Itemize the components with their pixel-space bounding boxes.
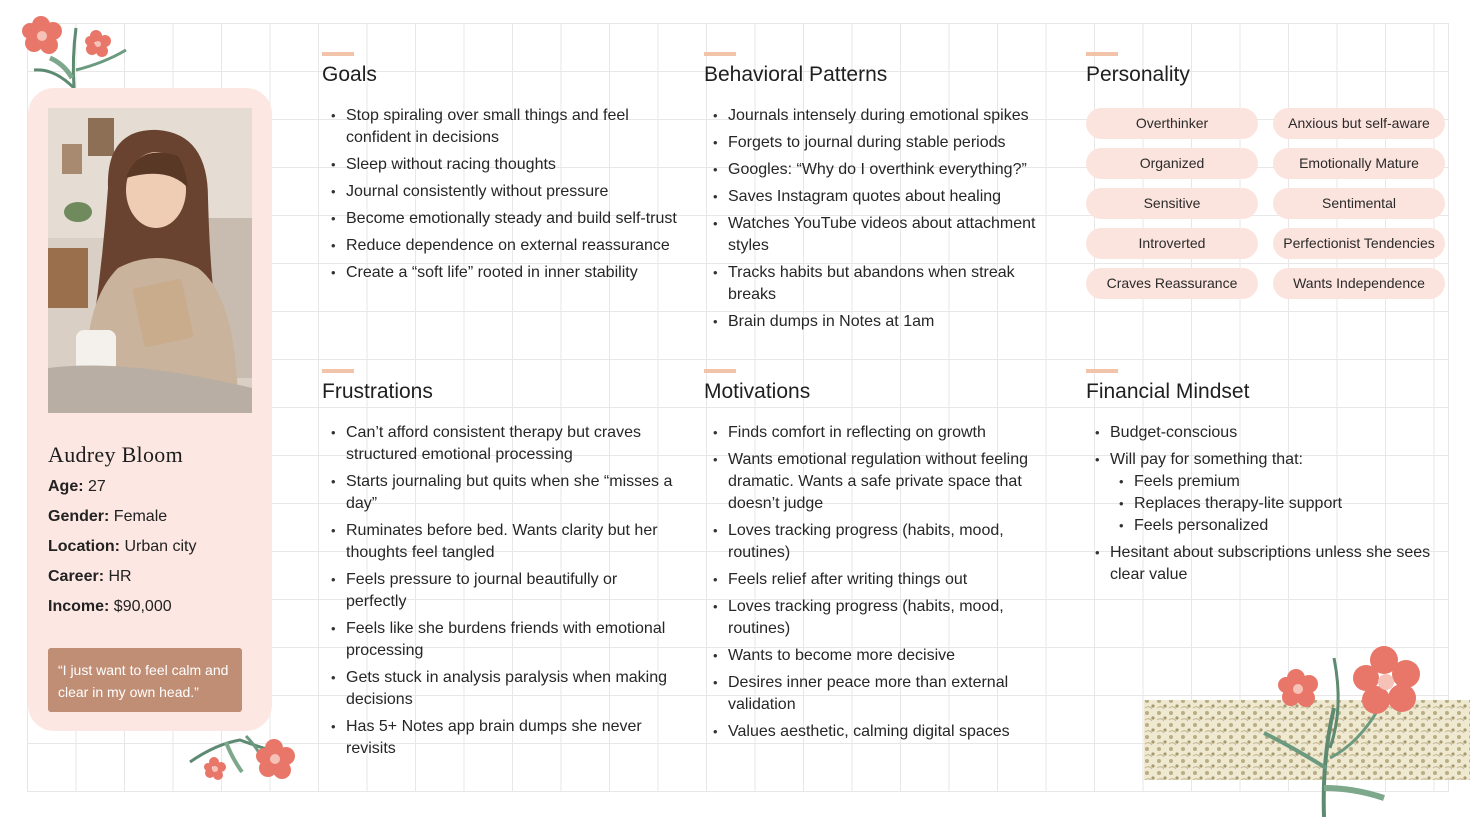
list-item: • Loves tracking progress (habits, mood, routines) [728,520,1054,564]
persona-quote [48,648,242,712]
list-item: • Sleep without racing thoughts [346,154,682,176]
goals-list [322,105,682,284]
sub-list [1110,471,1448,537]
sub-list-item: • Feels personalized [1134,515,1448,537]
sub-list-item: • Replaces therapy-lite support [1134,493,1448,515]
detail-income: Income: $90,000 [48,598,172,615]
floral-washi-tape-icon [1144,638,1470,817]
section-accent-bar [704,52,736,56]
list-item: • Journals intensely during emotional spikes [728,105,1054,127]
trait-pill: Overthinker [1086,108,1258,139]
trait-pill: Emotionally Mature [1273,148,1445,179]
personality-section [1086,52,1448,302]
list-item: • Has 5+ Notes app brain dumps she never revisits [346,716,682,760]
list-item: • Wants emotional regulation without feeling dramatic. Wants a safe private space that doesn’t judge [728,449,1054,515]
motivations-list [704,422,1054,743]
list-item: • Tracks habits but abandons when streak breaks [728,262,1054,306]
goals-title: Goals [322,63,377,86]
profile-card [28,88,272,731]
detail-age: Age: 27 [48,478,106,495]
list-item: • Gets stuck in analysis paralysis when making decisions [346,667,682,711]
financial-mindset-title: Financial Mindset [1086,380,1250,403]
behavioral-patterns-list [704,105,1054,333]
section-accent-bar [322,369,354,373]
behavioral-patterns-title: Behavioral Patterns [704,63,888,86]
flower-decoration-icon [14,8,134,90]
trait-pill: Perfectionist Tendencies [1273,228,1445,259]
list-item: • Become emotionally steady and build self-trust [346,208,682,230]
section-accent-bar [1086,52,1118,56]
financial-mindset-list [1086,422,1448,586]
list-item: • Wants to become more decisive [728,645,1054,667]
detail-gender: Gender: Female [48,508,168,525]
list-item: • Finds comfort in reflecting on growth [728,422,1054,444]
detail-location: Location: Urban city [48,538,197,555]
behavioral-patterns-section [704,52,1054,338]
frustrations-section [322,369,682,765]
persona-name: Audrey Bloom [48,442,183,467]
list-item: • Reduce dependence on external reassurance [346,235,682,257]
section-accent-bar [322,52,354,56]
list-item: • Values aesthetic, calming digital spaces [728,721,1054,743]
trait-pill: Craves Reassurance [1086,268,1258,299]
financial-mindset-section [1086,369,1448,591]
frustrations-list [322,422,682,760]
list-item: • Ruminates before bed. Wants clarity but her thoughts feel tangled [346,520,682,564]
quote-text: “I just want to feel calm and clear in my own head.” [58,662,229,700]
list-item: • Feels relief after writing things out [728,569,1054,591]
list-item: • Stop spiraling over small things and feel confident in decisions [346,105,682,149]
section-accent-bar [1086,369,1118,373]
frustrations-title: Frustrations [322,380,433,403]
list-item: • Will pay for something that: • Feels premium • Replaces therapy-lite support • Feels personalized [1110,449,1448,537]
list-item: • Hesitant about subscriptions unless she sees clear value [1110,542,1448,586]
list-item: • Feels like she burdens friends with emotional processing [346,618,682,662]
list-item: • Budget-conscious [1110,422,1448,444]
list-item: • Journal consistently without pressure [346,181,682,203]
motivations-title: Motivations [704,380,811,403]
trait-pill: Anxious but self-aware [1273,108,1445,139]
list-item: • Feels pressure to journal beautifully or perfectly [346,569,682,613]
list-item: • Saves Instagram quotes about healing [728,186,1054,208]
list-item: • Googles: “Why do I overthink everything?” [728,159,1054,181]
list-item: • Can’t afford consistent therapy but craves structured emotional processing [346,422,682,466]
list-item: • Brain dumps in Notes at 1am [728,311,1054,333]
section-accent-bar [704,369,736,373]
trait-pill: Sensitive [1086,188,1258,219]
list-item: • Loves tracking progress (habits, mood, routines) [728,596,1054,640]
motivations-section [704,369,1054,748]
goals-section [322,52,682,289]
trait-pill: Introverted [1086,228,1258,259]
trait-pill: Organized [1086,148,1258,179]
sub-list-item: • Feels premium [1134,471,1448,493]
list-item: • Watches YouTube videos about attachment styles [728,213,1054,257]
list-item: • Forgets to journal during stable periods [728,132,1054,154]
trait-pill: Sentimental [1273,188,1445,219]
trait-pill: Wants Independence [1273,268,1445,299]
list-item: • Create a “soft life” rooted in inner stability [346,262,682,284]
flower-decoration-icon [186,722,306,784]
list-item: • Starts journaling but quits when she “misses a day” [346,471,682,515]
detail-career: Career: HR [48,568,132,585]
personality-title: Personality [1086,63,1190,86]
profile-photo [48,108,252,413]
list-item: • Desires inner peace more than external validation [728,672,1054,716]
